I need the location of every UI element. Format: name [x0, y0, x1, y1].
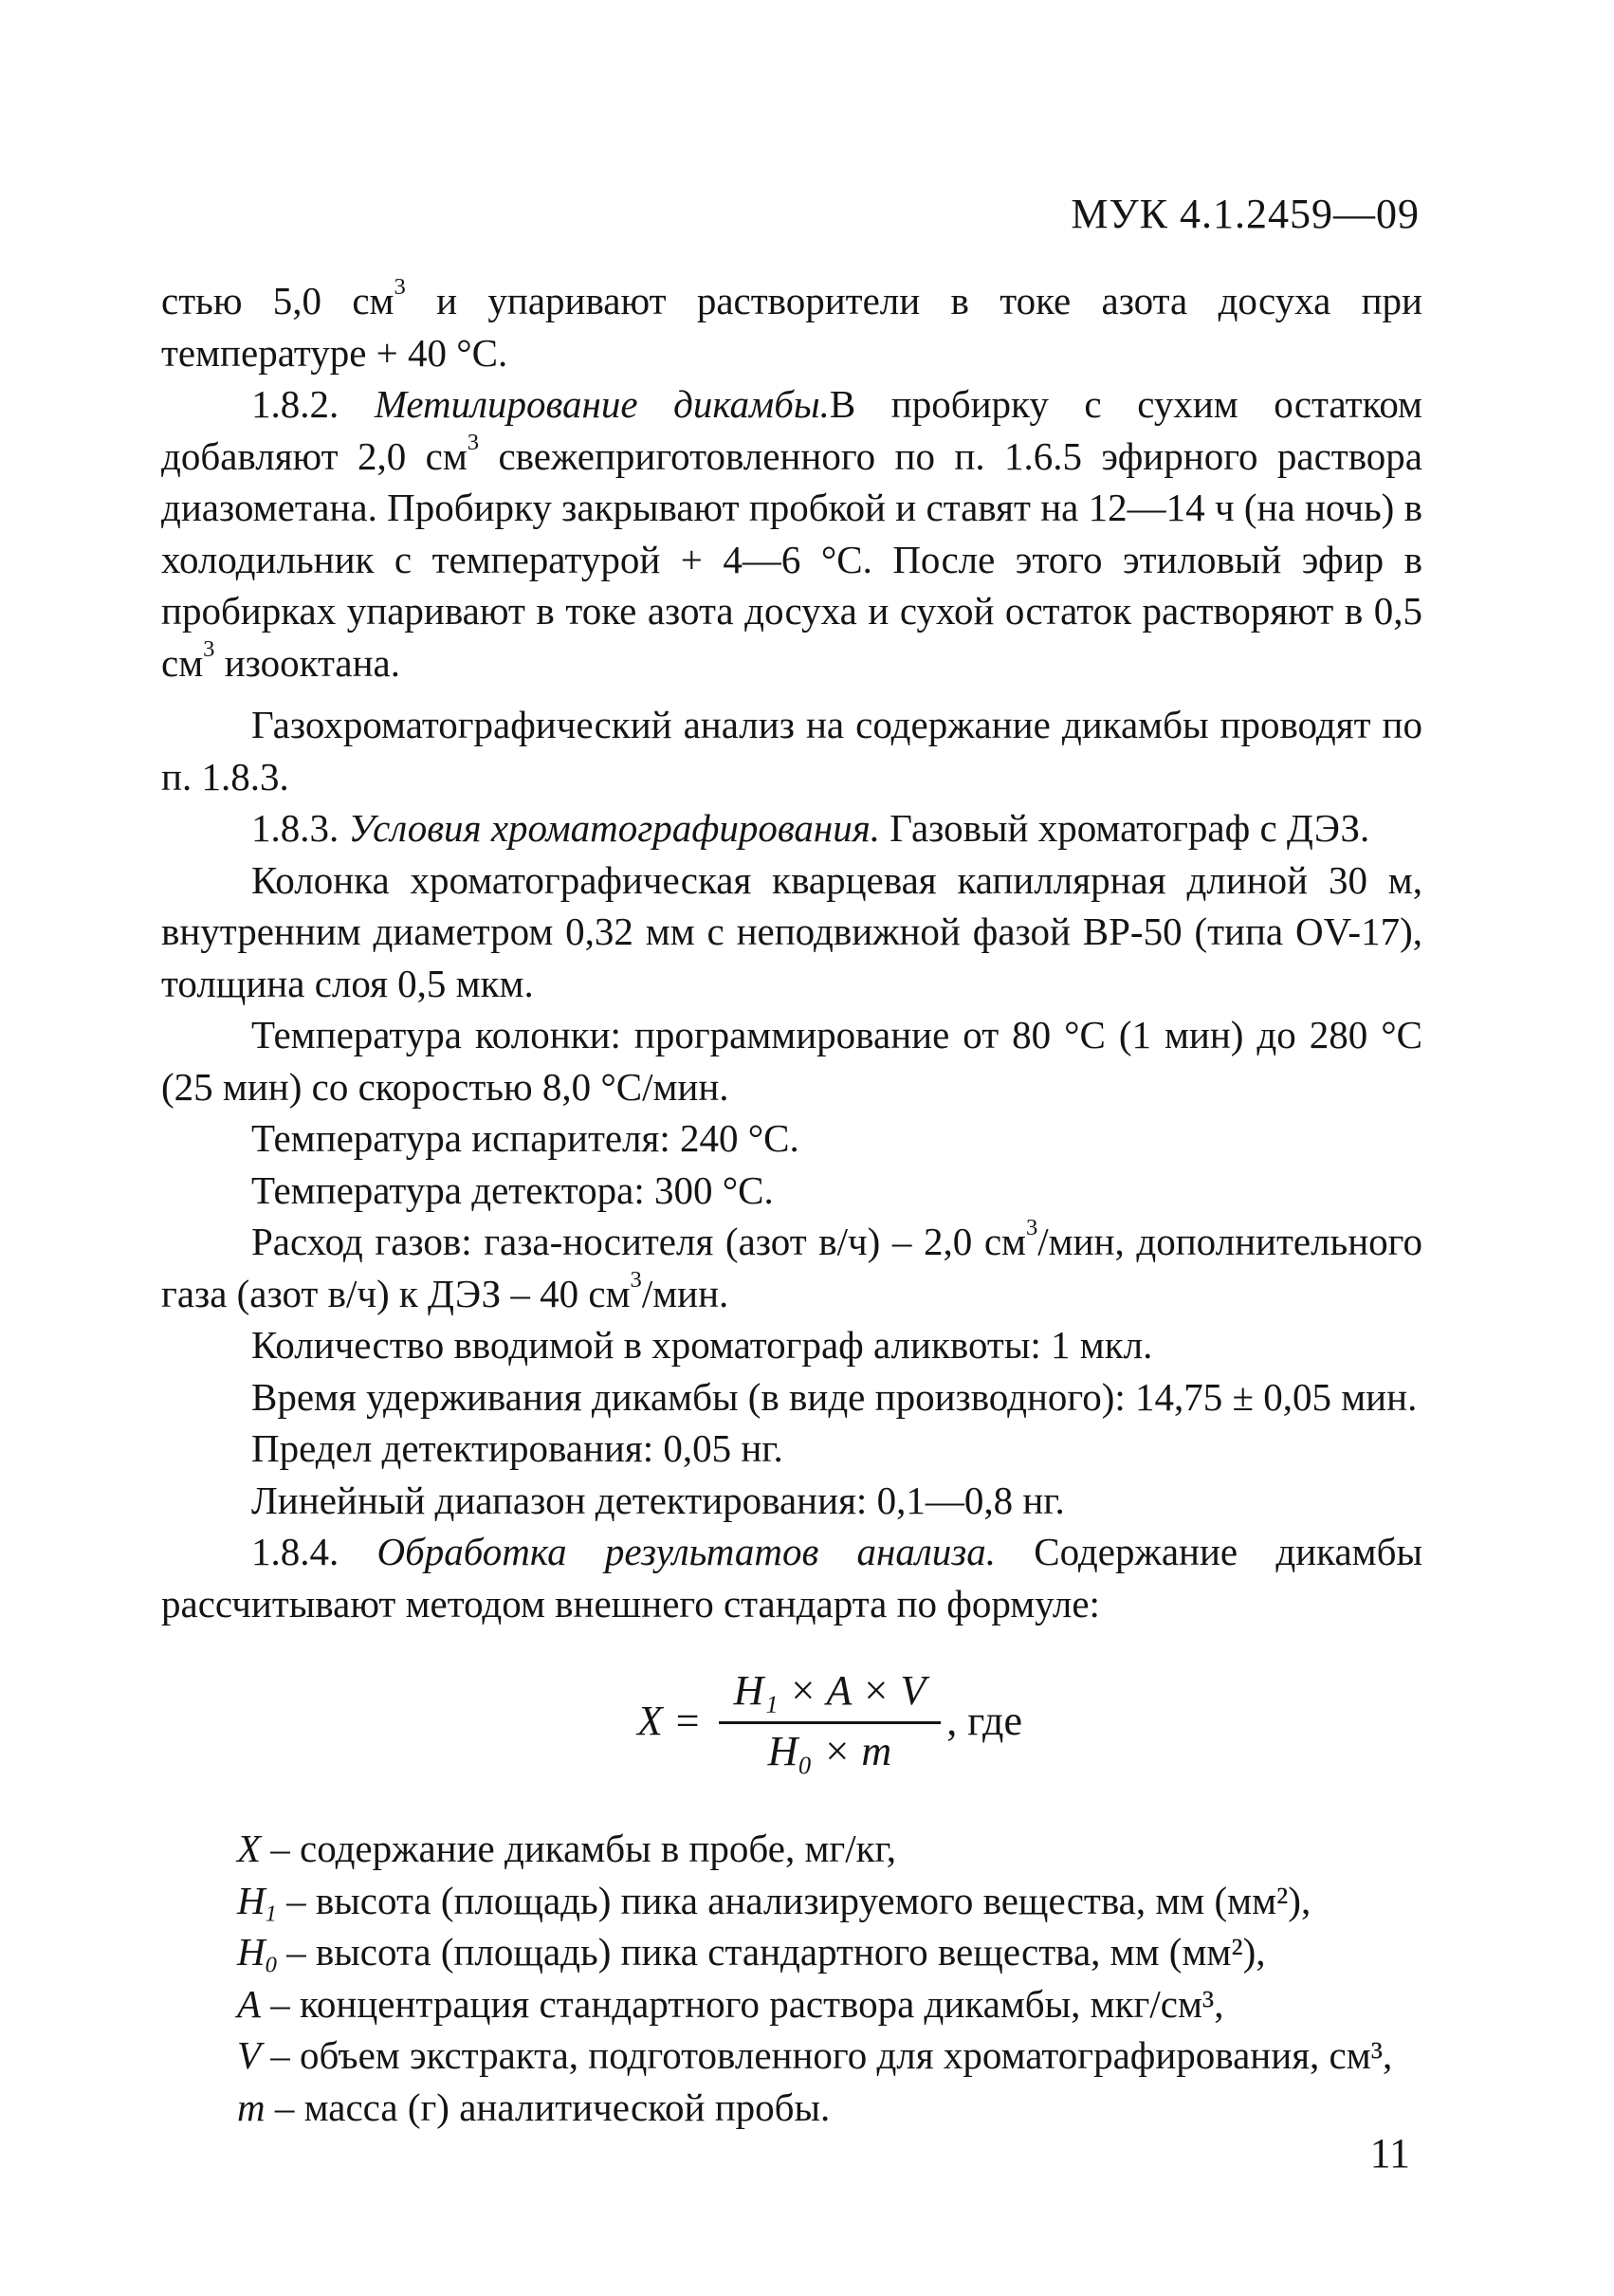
formula-suffix: , где	[946, 1697, 1022, 1744]
section-title-conditions: Условия хроматографирования.	[348, 806, 881, 850]
variable-definitions	[161, 1823, 1422, 2133]
formula-lhs: X =	[637, 1697, 702, 1744]
definition-item: X – содержание дикамбы в пробе, мг/кг,	[237, 1827, 896, 1870]
page-number: 11	[1369, 2130, 1410, 2177]
paragraph-aliquot: Количество вводимой в хроматограф аликвоты: 1 мкл.	[251, 1323, 1153, 1367]
paragraph-gas-flow: Расход газов: газа-носителя (азот в/ч) – 2,0 $см^3$/мин, дополнительного газа (азот в/ч) к ДЭЗ – 40 $см^3$/мин.	[161, 1215, 1422, 1315]
section-title-processing: Обработка результатов анализа.	[376, 1530, 997, 1573]
definition-item: $H_1$ – высота (площадь) пика анализируемого вещества, мм (мм²),	[237, 1878, 1311, 1926]
paragraph-retention-time: Время удерживания дикамбы (в виде производного): 14,75 ± 0,05 мин.	[251, 1374, 1418, 1419]
definition-item: V – объем экстракта, подготовленного для хроматографирования, см³,	[237, 2033, 1393, 2077]
section-1-8-3: 1.8.3. Условия хроматографирования. Газовый хроматограф с ДЭЗ.	[251, 806, 1370, 850]
document-code-header: МУК 4.1.2459—09	[1071, 191, 1420, 237]
section-1-8-4: 1.8.4. Обработка результатов анализа. Содержание дикамбы рассчитывают методом внешнего стандарта по формуле:	[161, 1530, 1422, 1626]
definition-item: $H_0$ – высота (площадь) пика стандартного вещества, мм (мм²),	[237, 1930, 1266, 1978]
paragraph-evaporator-temperature: Температура испарителя: 240 °С.	[251, 1116, 799, 1160]
formula	[161, 1665, 1422, 1777]
body-text	[161, 275, 1422, 2133]
paragraph-column-temperature: Температура колонки: программирование от 80 °С (1 мин) до 280 °С (25 мин) со скоростью 8,0 °С/мин.	[161, 1013, 1422, 1109]
paragraph-continuation: стью 5,0 $см^3$ и упаривают растворители в токе азота досуха при температуре + 40 °С.	[161, 274, 1422, 375]
paragraph-column: Колонка хроматографическая кварцевая капиллярная длиной 30 м, внутренним диаметром 0,32 мм с неподвижной фазой ВР-50 (типа OV-17), толщина слоя 0,5 мкм.	[161, 857, 1422, 1005]
section-title-methylation: Метилирование дикамбы.	[374, 382, 830, 426]
formula-fraction	[719, 1665, 942, 1777]
paragraph-gc-analysis: Газохроматографический анализ на содержание дикамбы проводят по п. 1.8.3.	[161, 703, 1422, 799]
paragraph-detection-limit: Предел детектирования: 0,05 нг.	[251, 1426, 783, 1470]
formula-numerator: H₁ × A × V	[719, 1665, 942, 1724]
paragraph-detector-temperature: Температура детектора: 300 °С.	[251, 1167, 774, 1212]
formula-denominator: H₀ × m	[767, 1727, 892, 1774]
paragraph-linear-range: Линейный диапазон детектирования: 0,1—0,8 нг.	[251, 1478, 1065, 1522]
definition-item: A – концентрация стандартного раствора дикамбы, мкг/см³,	[237, 1981, 1224, 2026]
definition-item: m – масса (г) аналитической пробы.	[237, 2085, 831, 2129]
section-1-8-2: 1.8.2. Метилирование дикамбы.В пробирку с сухим остатком добавляют 2,0 $см^3$ свежеприготовленного по п. 1.6.5 эфирного раствора диазометана. Пробирку закрывают пробкой и ставят на 12—14 ч (на ночь) в холодильник с температурой + 4—6 °С. После этого этиловый эфир в пробирках упаривают в токе азота досуха и сухой остаток растворяют в 0,5 $см^3$ изооктана.	[161, 382, 1422, 685]
